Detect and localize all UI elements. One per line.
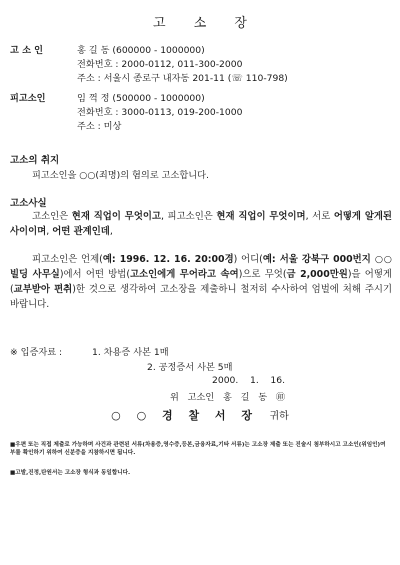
complainant-name: 홍 길 동 (600000 - 1000000) <box>77 45 205 56</box>
accused-label: 피고소인 <box>10 93 46 104</box>
accused-job-field: 현재 직업이 무엇이며 <box>216 211 306 222</box>
accused-name: 임 꺽 정 (500000 - 1000000) <box>77 93 205 104</box>
where-field: 예: 서울 강북구 000번지 ○○빌딩 사무실 <box>10 254 392 280</box>
complainant-address: 주소 : 서울시 종로구 내자동 201-11 (☏ 110-798) <box>77 73 288 84</box>
how-field: 교부받아 편취 <box>13 284 73 295</box>
addressee <box>0 407 400 423</box>
when-field: 예: 1996. 12. 16. 20:00경 <box>102 254 234 265</box>
purpose-text: 피고소인을 ○○(죄명)의 혐의로 고소합니다. <box>32 170 209 181</box>
method-field: 고소인에게 무어라고 속여 <box>129 269 239 280</box>
relationship-field: 어떤 관계인데 <box>52 226 110 237</box>
complainant-job-field: 현재 직업이 무엇이고 <box>71 211 161 222</box>
facts-paragraph-2: 피고소인은 언제(예: 1996. 12. 16. 20:00경) 어디(예: 서울 강북구 000번지 ○○빌딩 사무실)에서 어떤 방법(고소인에게 무어라고 속여)으로 무엇(금 2,000만원)을 어떻게(교부받아 편취)한 것으로 생각하여 고소장을 제출하니 철저히 수사하여 엄벌에 처해 주시기 바랍니다. <box>10 254 392 310</box>
acquaintance-field: 어떻게 알게된 사이이며 <box>10 211 392 237</box>
form-note: ■고발,진정,탄원서는 고소장 형식과 동일합니다. <box>10 470 131 476</box>
complainant-signature: 위 고소인 홍 길 동 ㊞ <box>170 392 286 403</box>
submission-note: ■우편 또는 직접 제출로 가능하며 사건과 관련된 서류(차용증,영수증,등본,금융자료,기타 서류)는 고소장 제출 또는 진술시 첨부하시고 고소인(위임인)여부를 확인하기 위하여 신분증을 지참하시면 됩니다. <box>10 442 386 456</box>
attachments-label: ※ 입증자료 : <box>10 347 63 358</box>
police-station-name: ○ ○ 경 찰 서 장 <box>111 409 259 422</box>
accused-address: 주소 : 미상 <box>77 121 122 132</box>
accused-phone: 전화번호 : 3000-0113, 019-200-1000 <box>77 107 243 118</box>
addressee-suffix: 귀하 <box>269 411 289 422</box>
filing-date: 2000. 1. 16. <box>212 375 286 386</box>
facts-paragraph-1: 고소인은 현재 직업이 무엇이고, 피고소인은 현재 직업이 무엇이며, 서로 어떻게 알게된 사이이며, 어떤 관계인데, <box>10 211 392 237</box>
purpose-heading: 고소의 취지 <box>10 155 60 166</box>
attachment-item-1: 1. 차용증 사본 1매 <box>92 347 169 358</box>
complainant-label: 고 소 인 <box>10 45 44 56</box>
complainant-phone: 전화번호 : 2000-0112, 011-300-2000 <box>77 59 243 70</box>
facts-heading: 고소사실 <box>10 198 47 209</box>
document-title: 고 소 장 <box>153 16 259 31</box>
what-field: 금 2,000만원 <box>286 269 348 280</box>
attachment-item-2: 2. 공정증서 사본 5매 <box>147 362 233 373</box>
